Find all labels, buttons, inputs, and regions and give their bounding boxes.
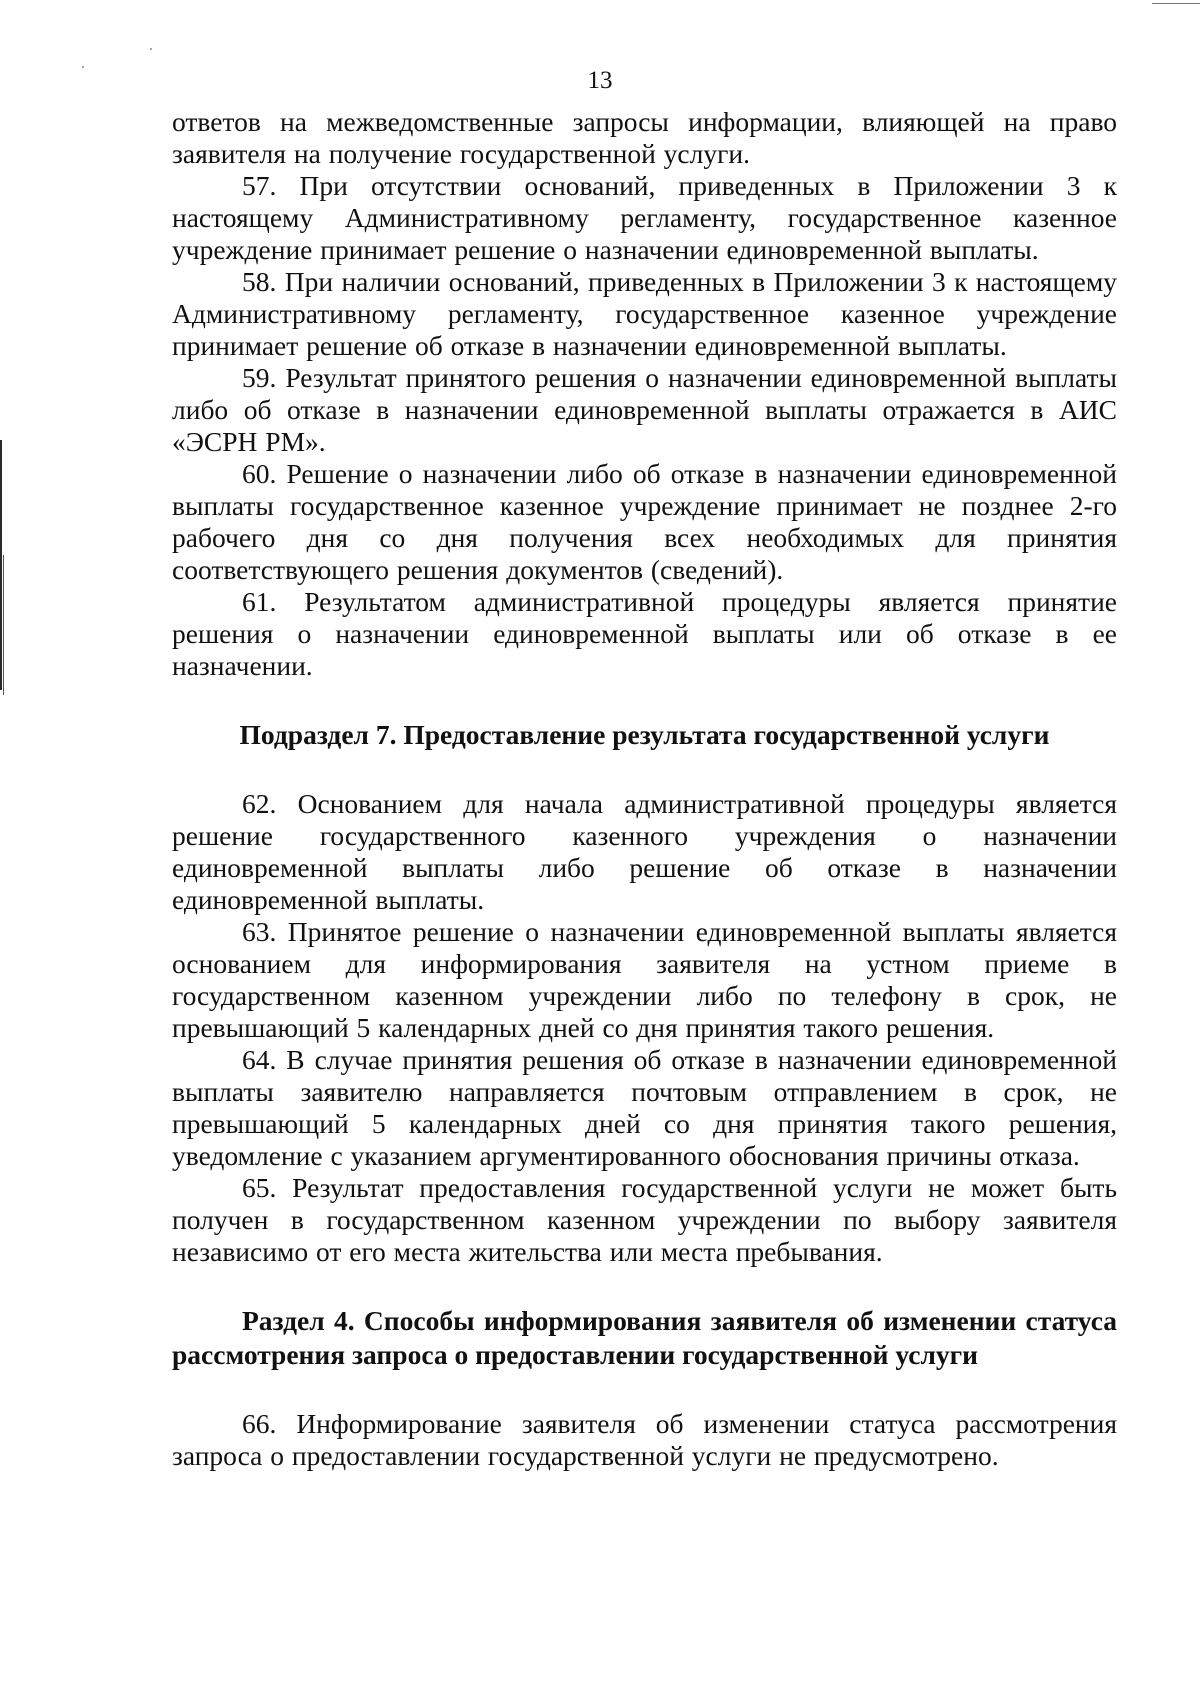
paragraph: 62. Основанием для начала административной процедуры является решение государственного казенного учреждения о назначении единовременной выплаты либо решение об отказе в назначении единовременной выплаты.	[172, 788, 1117, 915]
page-number: 13	[587, 67, 613, 94]
document-body	[172, 106, 1117, 1472]
paragraph: 63. Принятое решение о назначении единовременной выплаты является основанием для информирования заявителя на устном приеме в государственном казенном учреждении либо по телефону в срок, не превышающий 5 календарных дней со дня принятия такого решения.	[172, 916, 1117, 1043]
paragraph: 57. При отсутствии оснований, приведенных в Приложении 3 к настоящему Административному регламенту, государственное казенное учреждение принимает решение о назначении единовременной выплаты.	[172, 170, 1117, 265]
scan-edge-line	[3, 555, 4, 695]
paragraph: 66. Информирование заявителя об изменении статуса рассмотрения запроса о предоставлении государственной услуги не предусмотрено.	[172, 1408, 1117, 1471]
scan-edge-line	[0, 440, 2, 690]
paragraph: 59. Результат принятого решения о назначении единовременной выплаты либо об отказе в назначении единовременной выплаты отражается в АИС «ЭСРН РМ».	[172, 362, 1117, 457]
paragraph: 60. Решение о назначении либо об отказе в назначении единовременной выплаты государственное казенное учреждение принимает не позднее 2-го рабочего дня со дня получения всех необходимых для принятия соответствующего решения документов (сведений).	[172, 458, 1117, 585]
paragraph: ответов на межведомственные запросы информации, влияющей на право заявителя на получение государственной услуги.	[172, 106, 1117, 169]
paragraph: 58. При наличии оснований, приведенных в Приложении 3 к настоящему Административному регламенту, государственное казенное учреждение принимает решение об отказе в назначении единовременной выплаты.	[172, 266, 1117, 361]
paragraph: 65. Результат предоставления государственной услуги не может быть получен в государственном казенном учреждении по выбору заявителя независимо от его места жительства или места пребывания.	[172, 1172, 1117, 1267]
paragraph: 64. В случае принятия решения об отказе в назначении единовременной выплаты заявителю направляется почтовым отправлением в срок, не превышающий 5 календарных дней со дня принятия такого решения, уведомление с указанием аргументированного обоснования причины отказа.	[172, 1044, 1117, 1171]
scan-speck	[150, 48, 152, 50]
scan-edge-line	[1152, 3, 1200, 4]
subsection-heading: Подраздел 7. Предоставление результата государственной услуги	[239, 719, 1050, 750]
section-heading: Раздел 4. Способы информирования заявителя об изменении статуса рассмотрения запроса о предоставлении государственной услуги	[172, 1305, 1117, 1370]
paragraph: 61. Результатом административной процедуры является принятие решения о назначении единовременной выплаты или об отказе в ее назначении.	[172, 586, 1117, 681]
